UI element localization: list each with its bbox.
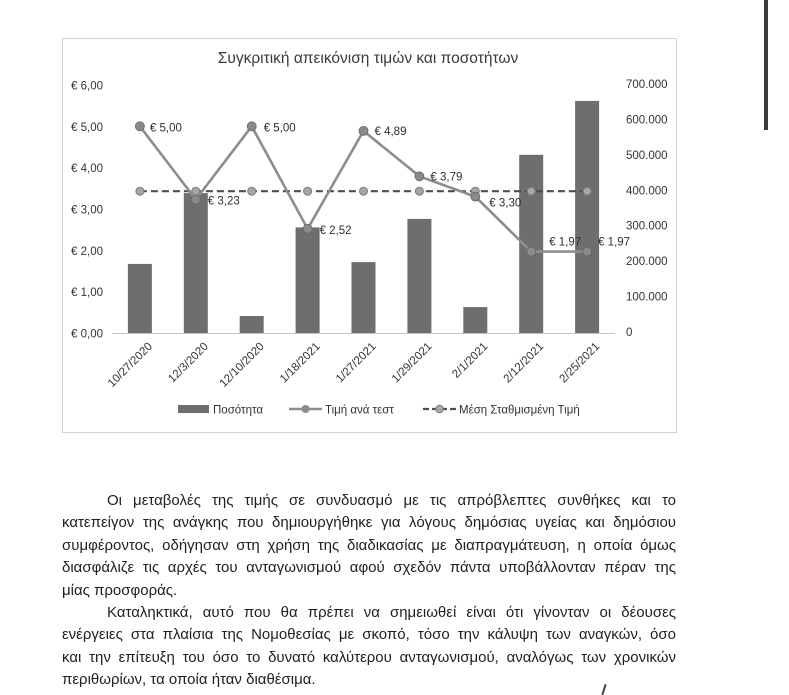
- left-axis-tick-label: € 2,00: [71, 245, 103, 258]
- body-paragraph: [62, 602, 676, 692]
- x-axis-date-label: 12/3/2020: [166, 340, 211, 386]
- price-data-labels: [150, 122, 630, 248]
- average-price-marker: [304, 187, 312, 195]
- legend-marker-average: [436, 405, 444, 413]
- paragraph-line: Οι μεταβολές της τιμής σε συνδυασμό με τις απρόβλεπτες συνθήκες και το: [107, 492, 676, 509]
- paragraph-line: και την επίτευξη του όσο το δυνατό καλύτερου ανταγωνισμού, αναλόγως των χρονικών: [62, 648, 676, 666]
- legend-label-price: Τιμή ανά τεστ: [325, 404, 394, 417]
- right-axis: [626, 79, 668, 339]
- price-data-label: € 3,30: [489, 197, 522, 210]
- x-axis-date-label: 1/18/2021: [278, 340, 323, 386]
- quantity-bar: [184, 193, 208, 333]
- left-axis-tick-label: € 0,00: [71, 328, 103, 341]
- x-axis-date-label: 12/10/2020: [217, 340, 267, 390]
- quantity-bar: [463, 307, 487, 333]
- paragraph-line: ενέργειες στα πλαίσια της Νομοθεσίας με σκοπό, τόσο την κάλυψη των αναγκών, όσο: [62, 626, 676, 644]
- price-data-label: € 4,89: [374, 125, 407, 138]
- document-body: [62, 490, 676, 692]
- legend-label-average: Μέση Σταθμισμένη Τιμή: [459, 404, 580, 417]
- price-data-label: € 3,23: [207, 195, 240, 208]
- x-axis-date-label: 10/27/2020: [105, 340, 156, 390]
- price-marker: [247, 122, 256, 131]
- price-marker: [135, 122, 144, 131]
- paragraph-line: συμφέροντος, οδήγησαν στη χρήση της διαδικασίας με διαπραγμάτευση, η οποία όμως: [62, 536, 676, 554]
- price-data-label: € 5,00: [263, 122, 296, 135]
- right-axis-tick-label: 600.000: [626, 114, 668, 127]
- average-price-marker: [248, 187, 256, 195]
- x-axis-date-label: 2/12/2021: [501, 340, 547, 386]
- price-marker: [303, 224, 312, 233]
- quantity-bar: [407, 219, 431, 333]
- right-axis-tick-label: 500.000: [626, 149, 668, 162]
- price-marker: [527, 247, 536, 256]
- x-axis-date-label: 2/1/2021: [450, 340, 491, 381]
- price-data-label: € 5,00: [149, 122, 182, 135]
- right-axis-tick-label: 0: [626, 327, 633, 339]
- average-price-marker: [360, 187, 368, 195]
- x-axis-date-label: 1/29/2021: [389, 340, 435, 386]
- left-axis-tick-label: € 1,00: [71, 287, 103, 300]
- paragraph-line: περιθωρίων, τα οποία ήταν διαθέσιμα.: [62, 671, 316, 689]
- price-data-label: € 3,79: [430, 171, 463, 184]
- price-data-label: € 2,52: [319, 224, 352, 237]
- average-price-marker: [527, 187, 535, 195]
- average-price-marker: [583, 187, 591, 195]
- right-axis-tick-label: 400.000: [626, 185, 668, 198]
- paragraph-line: Καταληκτικά, αυτό που θα πρέπει να σημειωθεί είναι ότι γίνονταν οι δέουσες: [107, 603, 676, 621]
- left-axis-tick-label: € 6,00: [71, 80, 103, 93]
- chart-legend: [178, 405, 580, 417]
- quantity-bar: [240, 316, 264, 333]
- chart-title: Συγκριτική απεικόνιση τιμών και ποσοτήτων: [217, 50, 519, 67]
- body-paragraph: [62, 490, 676, 602]
- price-marker: [191, 195, 200, 204]
- quantity-bar: [128, 264, 152, 333]
- price-data-label: € 1,97: [549, 236, 582, 249]
- x-axis-date-label: 2/25/2021: [557, 340, 603, 386]
- left-axis-tick-label: € 4,00: [71, 163, 103, 176]
- left-axis-tick-label: € 3,00: [71, 204, 103, 217]
- left-axis: [71, 81, 103, 341]
- paragraph-line: κατεπείγον της ανάγκης που δημιουργήθηκε για λόγους δημόσιας υγείας και δημόσιου: [62, 514, 676, 532]
- legend-swatch-quantity: [178, 405, 209, 413]
- x-axis-labels: [106, 341, 602, 390]
- price-marker: [583, 247, 592, 256]
- right-axis-tick-label: 300.000: [626, 220, 668, 233]
- price-marker: [471, 192, 480, 201]
- price-marker: [359, 126, 368, 135]
- legend-marker-price: [302, 405, 310, 413]
- average-price-marker: [415, 187, 423, 195]
- quantity-bar: [575, 101, 599, 333]
- paragraph-line: μίας προσφοράς.: [62, 581, 178, 599]
- left-axis-tick-label: € 5,00: [71, 121, 103, 134]
- right-axis-tick-label: 100.000: [626, 291, 668, 304]
- paragraph-line: διασφάλιζε τις αρχές του ανταγωνισμού αφού σχεδόν πάντα υποβάλλονταν πέραν της: [62, 559, 676, 577]
- price-data-label: € 1,97: [598, 236, 631, 249]
- x-axis-date-label: 1/27/2021: [333, 340, 379, 386]
- average-price-marker: [136, 187, 144, 195]
- quantity-bar: [296, 227, 320, 333]
- right-axis-tick-label: 200.000: [626, 256, 668, 269]
- price-marker: [415, 172, 424, 181]
- quantity-bar: [352, 262, 376, 333]
- right-axis-tick-label: 700.000: [626, 79, 668, 91]
- legend-label-quantity: Ποσότητα: [213, 404, 263, 417]
